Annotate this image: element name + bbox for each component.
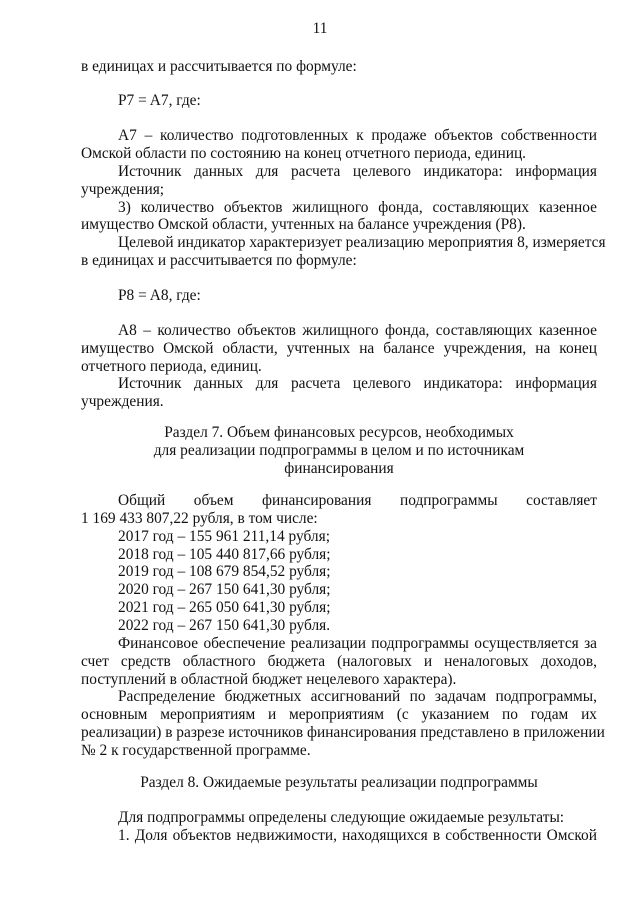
formula-p7: P7 = A7, где: <box>118 92 201 109</box>
section-7-heading-line-3: финансирования <box>284 460 394 477</box>
funding-year-2020: 2020 год – 267 150 641,30 рубля; <box>118 581 331 598</box>
paragraph-line: Для подпрограммы определены следующие ожидаемые результаты: <box>118 809 565 826</box>
funding-year-2017: 2017 год – 155 961 211,14 рубля; <box>118 528 330 545</box>
funding-year-2022: 2022 год – 267 150 641,30 рубля. <box>118 617 331 634</box>
paragraph-line: Омской области по состоянию на конец отчетного периода, единиц. <box>81 145 527 162</box>
paragraph-line: A8 – количество объектов жилищного фонда, составляющих казенное <box>118 322 597 339</box>
paragraph-line: 3) количество объектов жилищного фонда, составляющих казенное <box>118 199 597 216</box>
page-number: 11 <box>312 20 328 37</box>
funding-year-2018: 2018 год – 105 440 817,66 рубля; <box>118 546 331 563</box>
paragraph-line: в единицах и рассчитывается по формуле: <box>81 252 357 269</box>
paragraph-line: Целевой индикатор характеризует реализацию мероприятия 8, измеряется <box>118 234 606 251</box>
section-7-heading-line-2: для реализации подпрограммы в целом и по источникам <box>153 442 525 459</box>
paragraph-line: счет средств областного бюджета (налоговых и неналоговых доходов, <box>81 653 597 670</box>
paragraph-line: A7 – количество подготовленных к продаже объектов собственности <box>118 127 597 144</box>
paragraph-line: учреждения; <box>81 181 165 198</box>
paragraph-line: Источник данных для расчета целевого индикатора: информация <box>118 163 597 180</box>
paragraph-line: № 2 к государственной программе. <box>81 742 311 759</box>
paragraph-line: основным мероприятиям и мероприятиям (с указанием по годам их <box>81 706 597 723</box>
funding-year-2019: 2019 год – 108 679 854,52 рубля; <box>118 563 331 580</box>
paragraph-line: учреждения. <box>81 393 164 410</box>
paragraph-line: имущество Омской области, учтенных на балансе учреждения (P8). <box>81 216 526 233</box>
paragraph-line: поступлений в областной бюджет нецелевого характера). <box>81 671 457 688</box>
total-funding-line: 1 169 433 807,22 рубля, в том числе: <box>81 510 318 527</box>
paragraph-line: отчетного периода, единиц. <box>81 358 262 375</box>
section-7-heading-line-1: Раздел 7. Объем финансовых ресурсов, необходимых <box>164 424 514 441</box>
funding-year-2021: 2021 год – 265 050 641,30 рубля; <box>118 599 331 616</box>
paragraph-line: Общий объем финансирования подпрограммы составляет <box>118 492 597 509</box>
paragraph-line: Финансовое обеспечение реализации подпрограммы осуществляется за <box>118 635 597 652</box>
paragraph-line: в единицах и рассчитывается по формуле: <box>81 58 357 75</box>
paragraph-line: Распределение бюджетных ассигнований по задачам подпрограммы, <box>118 688 597 705</box>
paragraph-line: Источник данных для расчета целевого индикатора: информация <box>118 375 597 392</box>
section-8-heading: Раздел 8. Ожидаемые результаты реализации подпрограммы <box>140 774 538 791</box>
paragraph-line: реализации) в разрезе источников финансирования представлено в приложении <box>81 724 605 741</box>
formula-p8: P8 = A8, где: <box>118 287 201 304</box>
paragraph-line: имущество Омской области, учтенных на балансе учреждения, на конец <box>81 340 597 357</box>
paragraph-line: 1. Доля объектов недвижимости, находящихся в собственности Омской <box>118 827 597 844</box>
